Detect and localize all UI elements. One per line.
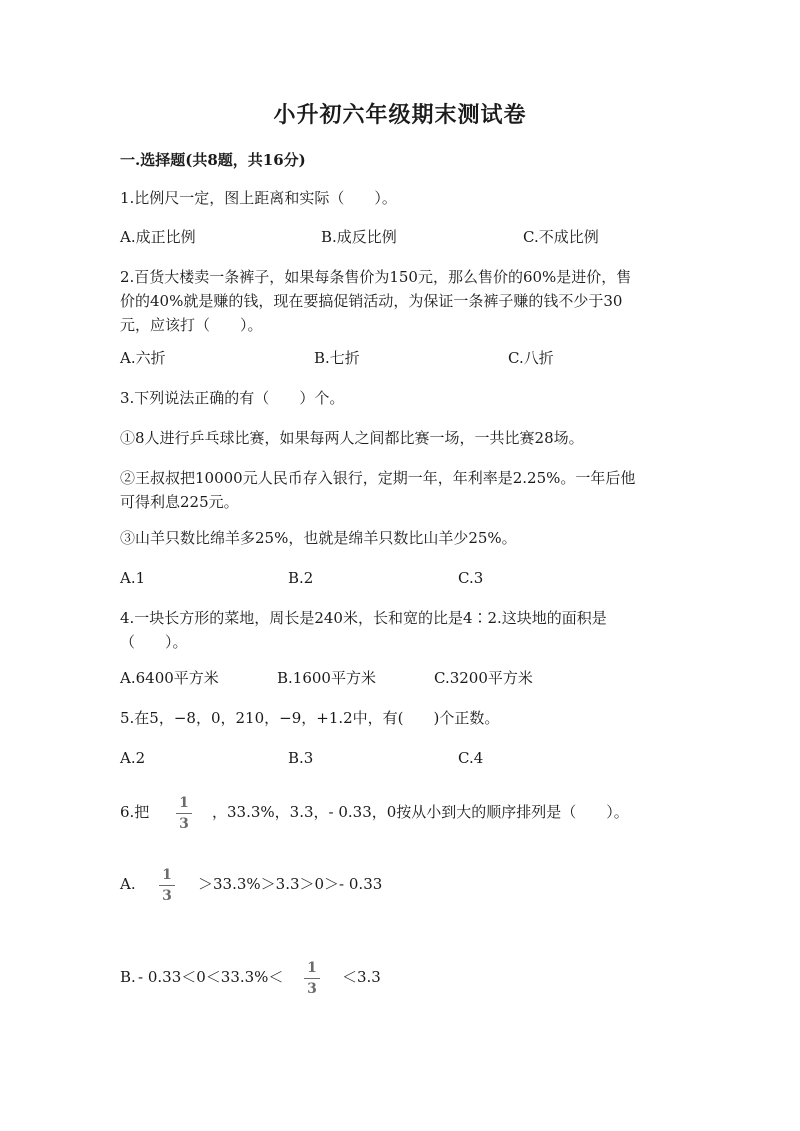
fraction-bar <box>304 978 320 979</box>
question-5-option-a[interactable]: A.2 <box>120 749 146 767</box>
question-2-line-1: 2.百货大楼卖一条裤子，如果每条售价为150元，那么售价的60%是进价，售 <box>120 268 632 286</box>
question-2-option-c[interactable]: C.八折 <box>508 349 554 367</box>
question-4-line-1: 4.一块长方形的菜地，周长是240米，长和宽的比是4∶2.这块地的面积是 <box>120 609 607 627</box>
question-4-option-a[interactable]: A.6400平方米 <box>120 669 219 687</box>
question-1-option-a[interactable]: A.成正比例 <box>120 228 196 246</box>
question-4-option-b[interactable]: B.1600平方米 <box>277 669 376 687</box>
question-1-text: 1.比例尺一定，图上距离和实际（ ）。 <box>120 189 397 207</box>
question-2-option-a[interactable]: A.六折 <box>120 349 166 367</box>
question-2-option-b[interactable]: B.七折 <box>314 349 360 367</box>
question-6-option-b-tail[interactable]: ＜3.3 <box>342 968 381 986</box>
question-1-option-b[interactable]: B.成反比例 <box>321 228 397 246</box>
question-6-option-a-text[interactable]: ＞33.3%＞3.3＞0＞- 0.33 <box>198 875 383 893</box>
question-5-text: 5.在5，−8，0，210，−9，+1.2中，有( )个正数。 <box>120 709 500 727</box>
question-6-option-b-label[interactable]: B. <box>120 968 136 986</box>
fraction-denominator: 3 <box>162 888 172 904</box>
fraction-denominator: 3 <box>307 981 317 997</box>
question-5-option-c[interactable]: C.4 <box>458 749 484 767</box>
question-1-option-c[interactable]: C.不成比例 <box>523 228 599 246</box>
fraction-bar <box>159 885 175 886</box>
fraction-bar <box>176 813 192 814</box>
question-4-option-c[interactable]: C.3200平方米 <box>434 669 533 687</box>
question-3-statement-1: ①8人进行乒乓球比赛，如果每两人之间都比赛一场，一共比赛28场。 <box>120 429 584 447</box>
section-heading: 一.选择题(共8题，共16分) <box>120 151 306 169</box>
question-6-prefix: 6.把 <box>120 803 150 821</box>
question-2-line-3: 元，应该打（ ）。 <box>120 316 263 334</box>
fraction-numerator: 1 <box>307 960 317 976</box>
fraction-numerator: 1 <box>179 795 189 811</box>
fraction-one-third <box>176 795 192 832</box>
question-5-option-b[interactable]: B.3 <box>288 749 314 767</box>
question-3-option-b[interactable]: B.2 <box>288 569 314 587</box>
page-title: 小升初六年级期末测试卷 <box>273 102 527 128</box>
question-3-option-a[interactable]: A.1 <box>120 569 146 587</box>
question-6-option-b-text[interactable]: - 0.33＜0＜33.3%＜ <box>138 968 284 986</box>
fraction-one-third <box>159 867 175 904</box>
question-4-line-2: （ ）。 <box>120 633 188 651</box>
question-6-option-a-label[interactable]: A. <box>120 875 136 893</box>
question-3-option-c[interactable]: C.3 <box>458 569 484 587</box>
question-3-statement-2-line-2: 可得利息225元。 <box>120 493 239 511</box>
fraction-numerator: 1 <box>162 867 172 883</box>
fraction-denominator: 3 <box>179 816 189 832</box>
question-2-line-2: 价的40%就是赚的钱，现在要搞促销活动，为保证一条裤子赚的钱不少于30 <box>120 292 623 310</box>
question-6-text: ，33.3%，3.3，- 0.33，0按从小到大的顺序排列是（ ）。 <box>212 803 629 821</box>
question-3-statement-3: ③山羊只数比绵羊多25%，也就是绵羊只数比山羊少25%。 <box>120 529 517 547</box>
question-3-statement-2-line-1: ②王叔叔把10000元人民币存入银行，定期一年，年利率是2.25%。一年后他 <box>120 469 636 487</box>
fraction-one-third <box>304 960 320 997</box>
question-3-text: 3.下列说法正确的有（ ）个。 <box>120 389 345 407</box>
